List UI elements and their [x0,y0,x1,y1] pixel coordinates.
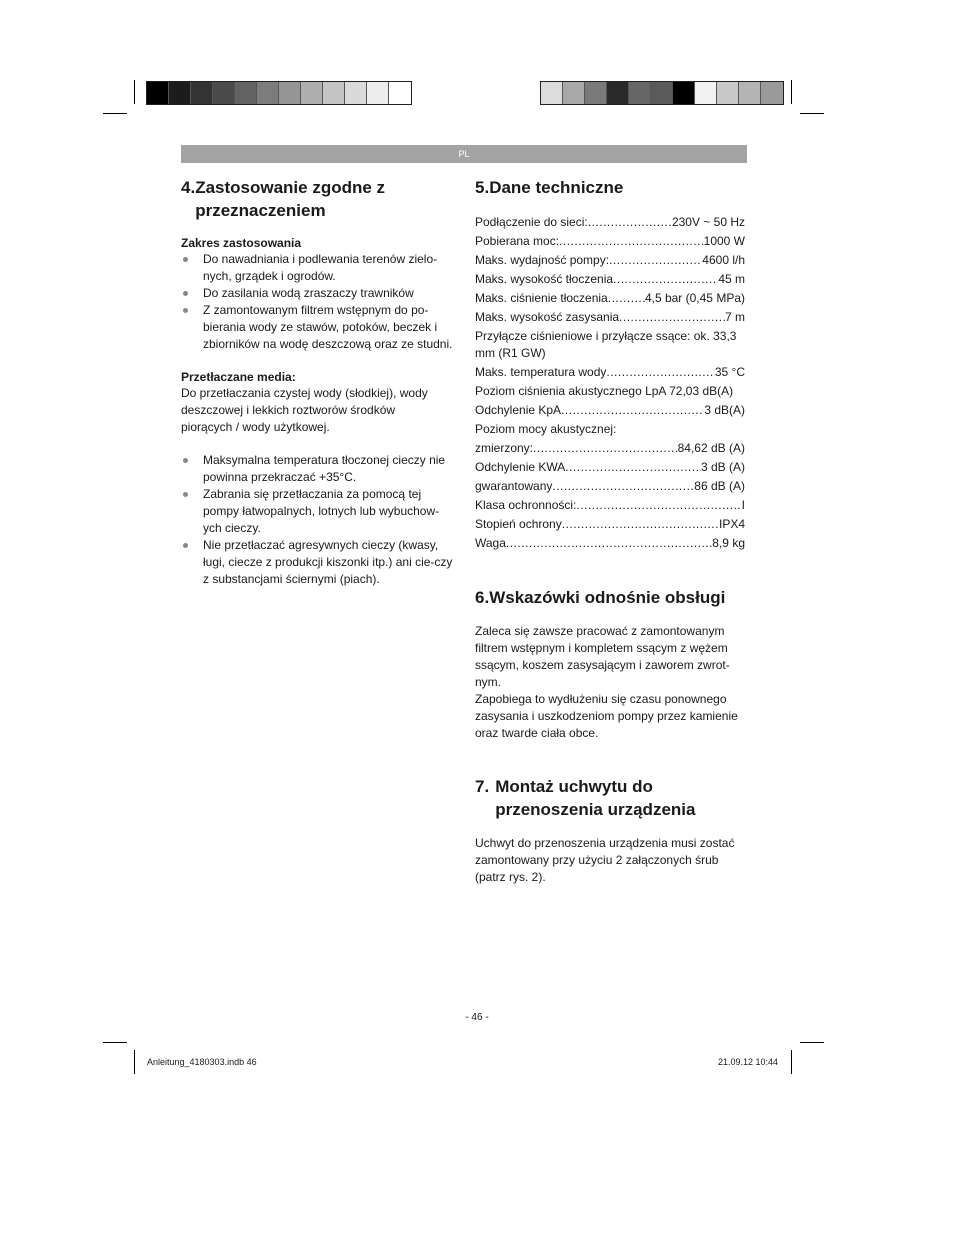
spec-list [475,439,745,553]
spec-label: Stopień ochrony [475,517,562,531]
dot-leader [559,232,704,251]
color-swatch [563,82,585,104]
color-swatch [213,82,235,104]
dot-leader [506,534,712,553]
spec-label: Maks. wysokość tłoczenia [475,272,614,286]
spec-sound-power-heading: Poziom mocy akustycznej: [475,422,617,436]
dot-leader [552,477,694,496]
color-swatch [345,82,367,104]
spec-label: Klasa ochronności: [475,498,577,512]
list-item: Zabrania się przetłaczania za pomocą tej pompy łatwopalnych, lotnych lub wybuchow-ych cieczy. [181,486,456,537]
color-swatch [323,82,345,104]
list-item: Do zasilania wodą zraszaczy trawników [181,285,456,302]
color-swatch [629,82,651,104]
color-swatch [607,82,629,104]
spec-row [475,363,745,382]
spec-row [475,270,745,289]
scope-bullet-list [181,251,456,353]
spec-row [475,289,745,308]
spec-label: Maks. wydajność pompy: [475,253,610,267]
crop-mark [103,113,127,114]
color-swatch [739,82,761,104]
color-calibration-bar-left [146,81,412,105]
spec-row [475,477,745,496]
color-swatch [651,82,673,104]
list-item: Maksymalna temperatura tłoczonej cieczy nie powinna przekraczać +35°C. [181,452,456,486]
spec-row [475,251,745,270]
spec-row [475,458,745,477]
spec-value: 86 dB (A) [694,479,745,493]
section-number: 7. [475,777,490,796]
subheading-scope: Zakres zastosowania [181,236,302,250]
section-title-text: Wskazówki odnośnie obsługi [489,588,726,607]
spec-value: 84,62 dB (A) [677,441,745,455]
list-item: Z zamontowanym filtrem wstępnym do po-bierania wody ze stawów, potoków, beczek i zbiorników na wodę deszczową oraz ze studni. [181,302,456,353]
dot-leader [533,439,678,458]
section-number: 4. [181,178,196,197]
color-swatch [147,82,169,104]
spec-row [475,401,745,420]
color-calibration-bar-right [540,81,784,105]
section-number: 5. [475,178,490,197]
dot-leader [613,270,718,289]
right-column [475,176,745,886]
spec-value: 45 m [718,272,745,286]
spec-list [475,213,745,327]
color-swatch [301,82,323,104]
color-swatch [717,82,739,104]
handle-paragraph: Uchwyt do przenoszenia urządzenia musi zostać zamontowany przy użyciu 2 załączonych śrub (patrz rys. 2). [475,836,735,884]
language-strip: PL [181,145,747,163]
dot-leader [576,496,741,515]
color-swatch [279,82,301,104]
page-number: - 46 - [465,1012,489,1023]
dot-leader [588,213,672,232]
spec-label: gwarantowany [475,479,553,493]
crop-mark [134,80,135,104]
section-title-text: Dane techniczne [489,178,624,197]
spec-label: Maks. temperatura wody [475,365,607,379]
section-title-text: Montaż uchwytu do przenoszenia urządzenia [495,777,696,819]
color-swatch [541,82,563,104]
spec-row [475,439,745,458]
list-item: Do nawadniania i podlewania terenów zielo-nych, grządek i ogrodów. [181,251,456,285]
dot-leader [619,308,725,327]
dot-leader [562,515,719,534]
dot-leader [609,251,702,270]
color-swatch [235,82,257,104]
spec-label: zmierzony: [475,441,534,455]
color-swatch [367,82,389,104]
spec-connection: Przyłącze ciśnieniowe i przyłącze ssące: ok. 33,3 mm (R1 GW) [475,329,737,360]
spec-label: Maks. wysokość zasysania [475,310,620,324]
section-title-text: Zastosowanie zgodne z przeznaczeniem [195,178,386,220]
crop-mark [791,80,792,104]
spec-label: Waga [475,536,506,550]
spec-value: 8,9 kg [712,536,745,550]
spec-label: Maks. ciśnienie tłoczenia [475,291,608,305]
color-swatch [389,82,411,104]
spec-row [475,515,745,534]
crop-mark [800,113,824,114]
crop-mark [800,1042,824,1043]
color-swatch [673,82,695,104]
media-paragraph: Do przetłaczania czystej wody (słodkiej), wody deszczowej i lekkich roztworów środków piorących / wody użytkowej. [181,386,428,434]
spec-label: Podłączenie do sieci: [475,215,588,229]
section-5-title [475,176,745,199]
section-number: 6. [475,588,490,607]
spec-value: 7 m [724,310,745,324]
crop-mark [791,1050,792,1074]
spec-label: Odchylenie KpA [475,403,562,417]
color-swatch [257,82,279,104]
subheading-media: Przetłaczane media: [181,370,296,384]
section-4-title [181,176,456,222]
spec-list [475,363,745,382]
dot-leader [565,458,701,477]
spec-row [475,232,745,251]
color-swatch [585,82,607,104]
spec-row [475,534,745,553]
section-7-title [475,775,745,821]
dot-leader [561,401,704,420]
spec-value: 3 dB(A) [704,403,745,417]
spec-row [475,496,745,515]
spec-value: 1000 W [703,234,745,248]
spec-list [475,401,745,420]
spec-noise-pressure: Poziom ciśnienia akustycznego LpA 72,03 dB(A) [475,384,734,398]
footer-file: Anleitung_4180303.indb 46 [147,1057,257,1067]
spec-row [475,213,745,232]
dot-leader [608,289,645,308]
spec-label: Pobierana moc: [475,234,560,248]
spec-value: 3 dB (A) [700,460,745,474]
spec-label: Odchylenie KWA [475,460,566,474]
color-swatch [695,82,717,104]
spec-value: IPX4 [718,517,745,531]
left-column [181,176,456,588]
footer-datetime: 21.09.12 10:44 [718,1057,779,1067]
spec-value: 4,5 bar (0,45 MPa) [644,291,745,305]
spec-value: 35 °C [714,365,745,379]
spec-value: 4600 l/h [702,253,745,267]
operation-paragraph-2: Zapobiega to wydłużeniu się czasu ponownego zasysania i uszkodzeniom pompy przez kamienie oraz twarde ciała obce. [475,692,738,740]
crop-mark [134,1050,135,1074]
color-swatch [761,82,783,104]
color-swatch [169,82,191,104]
spec-row [475,308,745,327]
section-6-title [475,586,745,609]
media-bullet-list [181,452,456,588]
dot-leader [606,363,714,382]
list-item: Nie przetłaczać agresywnych cieczy (kwasy, ługi, ciecze z produkcji kiszonki itp.) ani cie-czy z substancjami ściernymi (piach). [181,537,456,588]
spec-value: I [741,498,745,512]
crop-mark [103,1042,127,1043]
operation-paragraph-1: Zaleca się zawsze pracować z zamontowanym filtrem wstępnym i kompletem ssącym z wężem ssącym, koszem zasysającym i zaworem zwrot-nym. [475,624,730,689]
spec-value: 230V ~ 50 Hz [671,215,745,229]
color-swatch [191,82,213,104]
